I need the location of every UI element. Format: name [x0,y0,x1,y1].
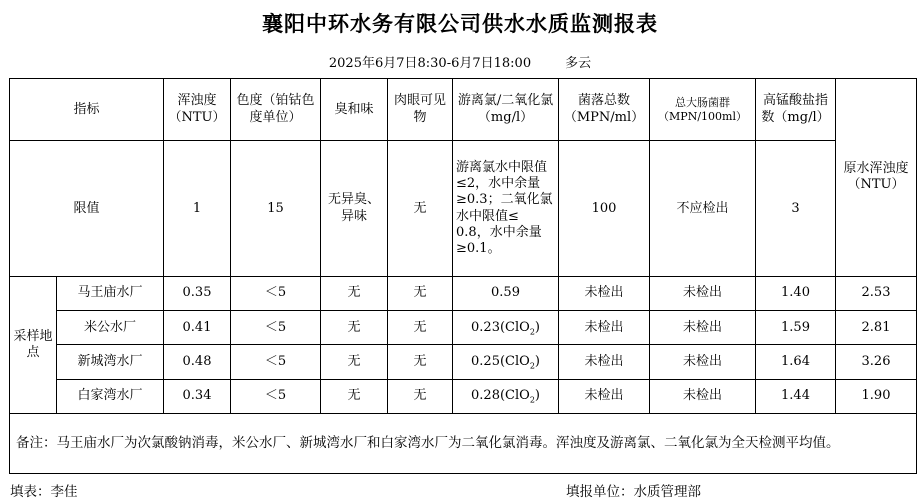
limit-color: 15 [231,141,321,277]
limit-odor: 无异臭、异味 [321,141,388,277]
header-odor: 臭和味 [321,79,388,141]
plant-chlorine: 0.59 [453,276,559,310]
plant-visible: 无 [388,379,453,413]
header-turbidity: 浑浊度（NTU） [164,79,231,141]
plant-visible: 无 [388,345,453,379]
header-coliform: 总大肠菌群（MPN/100ml） [650,79,756,141]
table-row [10,311,917,345]
plant-turbidity: 0.34 [164,379,231,413]
plant-chlorine: 0.28(ClO$_2$) [453,379,559,413]
plant-odor: 无 [321,345,388,379]
note-row [10,413,917,473]
plant-odor: 无 [321,311,388,345]
plant-turbidity: 0.35 [164,276,231,310]
plant-name: 白家湾水厂 [57,379,164,413]
plant-chlorine: 0.23(ClO$_2$) [453,311,559,345]
plant-colony: 未检出 [559,379,650,413]
table-row [10,379,917,413]
plant-name: 马王庙水厂 [57,276,164,310]
header-colony: 菌落总数（MPN/ml） [559,79,650,141]
header-permanganate: 高锰酸盐指数（mg/l） [756,79,836,141]
plant-color: ＜5 [231,276,321,310]
weather: 多云 [565,56,592,71]
plant-name: 新城湾水厂 [57,345,164,379]
report-title: 襄阳中环水务有限公司供水水质监测报表 [262,12,658,36]
header-chlorine: 游离氯/二氧化氯（mg/l） [453,79,559,141]
limit-label: 限值 [10,141,164,277]
plant-color: ＜5 [231,379,321,413]
plant-coliform: 未检出 [650,345,756,379]
plant-permanganate: 1.44 [756,379,836,413]
header-visible: 肉眼可见物 [388,79,453,141]
filled-by: 填表：李佳 [10,484,78,500]
reporting-unit: 填报单位：水质管理部 [566,484,701,500]
limit-visible: 无 [388,141,453,277]
header-raw-turbidity: 原水浑浊度（NTU） [836,79,917,277]
plant-raw-turbidity: 2.53 [836,276,917,310]
plant-permanganate: 1.59 [756,311,836,345]
limit-colony: 100 [559,141,650,277]
plant-chlorine: 0.25(ClO$_2$) [453,345,559,379]
plant-color: ＜5 [231,311,321,345]
table-row [10,345,917,379]
plant-turbidity: 0.48 [164,345,231,379]
plant-raw-turbidity: 2.81 [836,311,917,345]
header-indicator: 指标 [10,79,164,141]
plant-odor: 无 [321,276,388,310]
plant-colony: 未检出 [559,276,650,310]
plant-turbidity: 0.41 [164,311,231,345]
plant-permanganate: 1.40 [756,276,836,310]
date-range: 2025年6月7日8:30-6月7日18:00 [328,56,532,71]
note: 备注：马王庙水厂为次氯酸钠消毒，米公水厂、新城湾水厂和白家湾水厂为二氧化氯消毒。浑浊度及游离氯、二氧化氯为全天检测平均值。 [10,413,917,473]
plant-colony: 未检出 [559,345,650,379]
limit-permanganate: 3 [756,141,836,277]
sampling-label: 采样地点 [10,276,57,413]
water-quality-table [9,78,917,474]
header-row [10,79,917,141]
report-dateline [0,52,920,71]
plant-coliform: 未检出 [650,276,756,310]
plant-raw-turbidity: 1.90 [836,379,917,413]
plant-visible: 无 [388,311,453,345]
table-row [10,276,917,310]
plant-visible: 无 [388,276,453,310]
plant-coliform: 未检出 [650,379,756,413]
limit-turbidity: 1 [164,141,231,277]
plant-odor: 无 [321,379,388,413]
plant-name: 米公水厂 [57,311,164,345]
plant-permanganate: 1.64 [756,345,836,379]
limit-row [10,141,917,277]
plant-colony: 未检出 [559,311,650,345]
plant-color: ＜5 [231,345,321,379]
limit-chlorine: 游离氯水中限值 ≤2，水中余量≥0.3；二氧化氯水中限值≤ 0.8，水中余量≥0.1。 [453,141,559,277]
plant-raw-turbidity: 3.26 [836,345,917,379]
plant-coliform: 未检出 [650,311,756,345]
limit-coliform: 不应检出 [650,141,756,277]
header-color: 色度（铂钴色度单位） [231,79,321,141]
